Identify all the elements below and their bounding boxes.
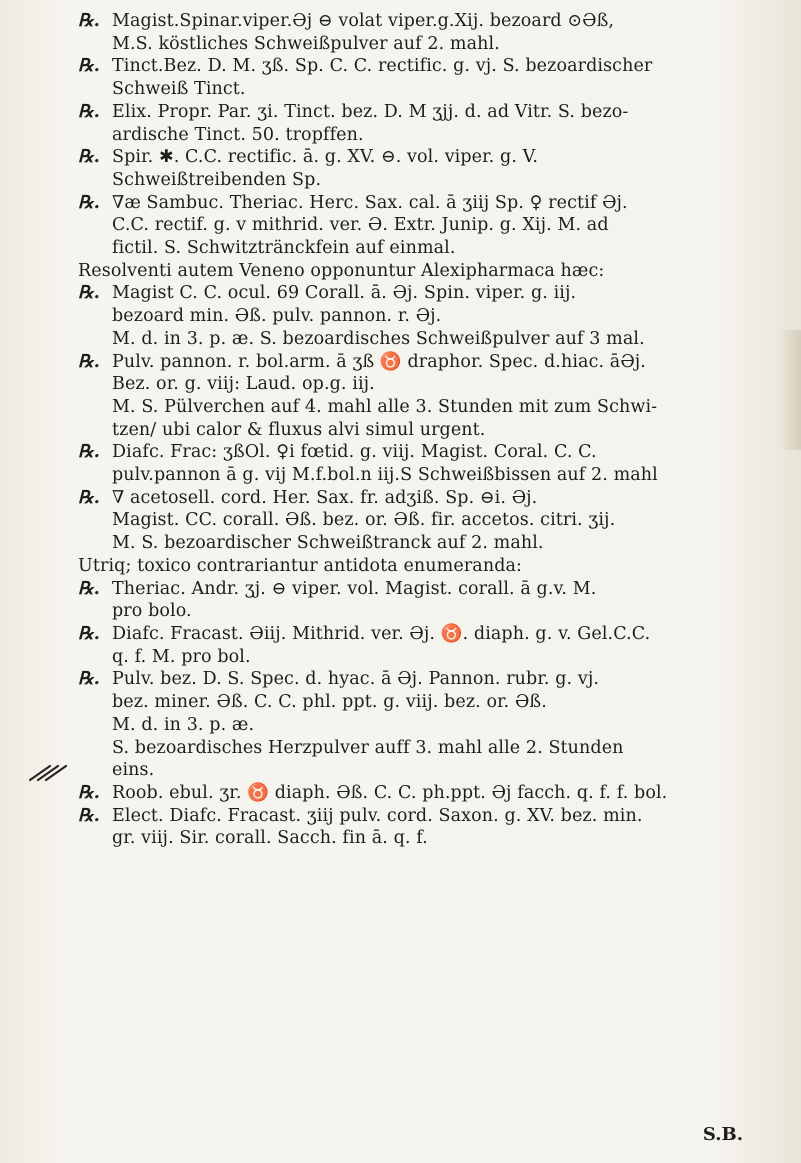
recipe-mark-icon: ℞. (78, 782, 100, 803)
line-text: gr. viij. Sir. corall. Sacch. fin ā. q. f. (112, 828, 428, 849)
text-line (78, 214, 788, 237)
prose-line (78, 555, 788, 578)
recipe-line (78, 782, 788, 805)
recipe-line (78, 487, 788, 510)
line-text: eins. (112, 760, 155, 781)
line-text: S. bezoardisches Herzpulver auff 3. mahl alle 2. Stunden (112, 737, 624, 758)
page-number: S.B. (702, 1124, 743, 1145)
line-text: Schweiß Tinct. (112, 79, 246, 100)
recipe-mark-icon: ℞. (78, 101, 100, 122)
recipe-mark-icon: ℞. (78, 56, 100, 77)
line-text: M. S. bezoardischer Schweißtranck auf 2. mahl. (112, 533, 544, 554)
text-line (78, 532, 788, 555)
recipe-mark-icon: ℞. (78, 147, 100, 168)
text-line (78, 600, 788, 623)
recipe-line (78, 668, 788, 691)
line-text: pulv.pannon ā g. vij M.f.bol.n iij.S Schweißbissen auf 2. mahl (112, 465, 658, 486)
recipe-mark-icon: ℞. (78, 669, 100, 690)
prose-line (78, 260, 788, 283)
line-text: M. S. Pülverchen auf 4. mahl alle 3. Stunden mit zum Schwi- (112, 396, 658, 417)
recipe-mark-icon: ℞. (78, 805, 100, 826)
line-text: bez. miner. Əß. C. C. phl. ppt. g. viij. bez. or. Əß. (112, 692, 547, 713)
line-text: M. d. in 3. p. æ. (112, 714, 255, 735)
text-line (78, 33, 788, 56)
text-line (78, 78, 788, 101)
line-text: bezoard min. Əß. pulv. pannon. r. Əj. (112, 306, 442, 327)
line-text: Utriq; toxico contrariantur antidota enumeranda: (78, 555, 523, 576)
text-line (78, 169, 788, 192)
line-text: Bez. or. g. viij: Laud. op.g. iij. (112, 374, 375, 395)
text-line (78, 714, 788, 737)
text-line (78, 759, 788, 782)
line-text: C.C. rectif. g. v mithrid. ver. Ə. Extr. Junip. g. Xij. M. ad (112, 215, 609, 236)
line-text: Resolventi autem Veneno opponuntur Alexipharmaca hæc: (78, 260, 605, 281)
line-text: ardische Tinct. 50. tropffen. (112, 124, 364, 145)
text-line (78, 827, 788, 850)
recipe-line (78, 805, 788, 828)
recipe-mark-icon: ℞. (78, 487, 100, 508)
recipe-line (78, 192, 788, 215)
recipe-mark-icon: ℞. (78, 442, 100, 463)
text-line (78, 419, 788, 442)
recipe-line (78, 578, 788, 601)
recipe-line (78, 101, 788, 124)
line-text: Pulv. bez. D. S. Spec. d. hyac. ā Əj. Pannon. rubr. g. vj. (112, 669, 600, 690)
text-line (78, 646, 788, 669)
line-text: ∇æ Sambuc. Theriac. Herc. Sax. cal. ā ʒiij Sp. ♀ rectif Əj. (112, 192, 628, 213)
line-text: Diafc. Frac: ʒßOl. ♀i fœtid. g. viij. Magist. Coral. C. C. (112, 442, 597, 463)
recipe-mark-icon: ℞. (78, 283, 100, 304)
recipe-mark-icon: ℞. (78, 623, 100, 644)
line-text: Elix. Propr. Par. ʒi. Tinct. bez. D. M ʒjj. d. ad Vitr. S. bezo- (112, 101, 629, 122)
recipe-line (78, 55, 788, 78)
line-text: pro bolo. (112, 601, 192, 622)
text-line (78, 691, 788, 714)
line-text: tzen/ ubi calor & fluxus alvi simul urgent. (112, 419, 486, 440)
text-line (78, 237, 788, 260)
recipe-mark-icon: ℞. (78, 351, 100, 372)
line-text: M. d. in 3. p. æ. S. bezoardisches Schweißpulver auf 3 mal. (112, 328, 645, 349)
line-text: Elect. Diafc. Fracast. ʒiij pulv. cord. Saxon. g. XV. bez. min. (112, 805, 643, 826)
recipe-mark-icon: ℞. (78, 578, 100, 599)
pointing-hand-icon (28, 760, 68, 786)
line-text: Schweißtreibenden Sp. (112, 169, 322, 190)
line-text: Tinct.Bez. D. M. ʒß. Sp. C. C. rectific. g. vj. S. bezoardischer (112, 56, 653, 77)
recipe-line (78, 351, 788, 374)
text-line (78, 373, 788, 396)
recipe-line (78, 282, 788, 305)
line-text: Magist.Spinar.viper.Əj ⊖ volat viper.g.Xij. bezoard ⊙Əß, (112, 11, 615, 31)
line-text: Diafc. Fracast. Əiij. Mithrid. ver. Əj. ♉. diaph. g. v. Gel.C.C. (112, 623, 651, 644)
text-body (78, 10, 788, 850)
text-line (78, 396, 788, 419)
recipe-mark-icon: ℞. (78, 192, 100, 213)
line-text: Roob. ebul. ʒr. ♉ diaph. Əß. C. C. ph.ppt. Əj facch. q. f. f. bol. (112, 782, 668, 803)
text-line (78, 328, 788, 351)
recipe-line (78, 623, 788, 646)
recipe-line (78, 441, 788, 464)
line-text: ∇ acetosell. cord. Her. Sax. fr. adʒiß. Sp. ⊖i. Əj. (112, 487, 538, 508)
text-line (78, 124, 788, 147)
line-text: q. f. M. pro bol. (112, 646, 251, 667)
recipe-mark-icon: ℞. (78, 11, 100, 31)
text-line (78, 305, 788, 328)
line-text: fictil. S. Schwitztränckfein auf einmal. (112, 238, 456, 259)
text-line (78, 509, 788, 532)
line-text: Spir. ✱. C.C. rectific. ā. g. XV. ⊖. vol. viper. g. V. (112, 147, 538, 168)
line-text: M.S. köstliches Schweißpulver auf 2. mahl. (112, 33, 500, 54)
line-text: Magist C. C. ocul. 69 Corall. ā. Əj. Spin. viper. g. iij. (112, 283, 577, 304)
text-line (78, 464, 788, 487)
recipe-line (78, 10, 788, 33)
recipe-line (78, 146, 788, 169)
text-line (78, 737, 788, 760)
line-text: Theriac. Andr. ʒj. ⊖ viper. vol. Magist. corall. ā g.v. M. (112, 578, 597, 599)
line-text: Magist. CC. corall. Əß. bez. or. Əß. fir. accetos. citri. ʒij. (112, 510, 616, 531)
line-text: Pulv. pannon. r. bol.arm. ā ʒß ♉ draphor. Spec. d.hiac. āƏj. (112, 351, 646, 372)
